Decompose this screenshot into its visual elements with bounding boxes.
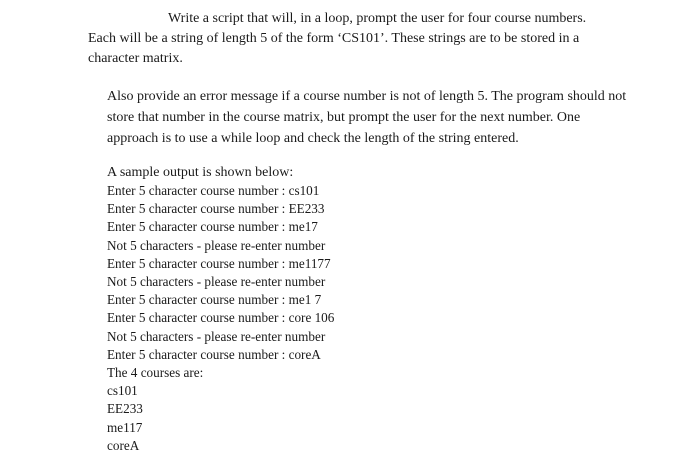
sample-output-line: Enter 5 character course number : EE233 [107,201,325,217]
sample-output-line: Enter 5 character course number : me17 [107,219,318,235]
instruction-paragraph-1-text: Write a script that will, in a loop, prompt the user for four course numbers. Each will be a string of length 5 of the form ‘CS101’. These strings are to be stored in a character matrix. [88,11,587,66]
sample-output-line: Not 5 characters - please re-enter number [107,328,326,344]
sample-output-line: Enter 5 character course number : coreA [107,346,321,362]
sample-output [107,164,467,455]
sample-output-line: cs101 [107,383,138,399]
sample-output-line: The 4 courses are: [107,365,204,381]
sample-output-heading: A sample output is shown below: [107,165,294,180]
instruction-paragraph-2: Also provide an error message if a course number is not of length 5. The program should not store that number in the course matrix, but prompt the user for the next number. One approach is to use a while loop and check the length of the string entered. [107,89,627,146]
sample-output-line: me117 [107,419,143,435]
sample-output-line: Enter 5 character course number : core 106 [107,310,335,326]
instruction-paragraph-1 [88,9,608,69]
sample-output-line: Enter 5 character course number : me1 7 [107,292,322,308]
sample-output-line: EE233 [107,401,143,417]
sample-output-line: Not 5 characters - please re-enter number [107,274,326,290]
sample-output-line: coreA [107,437,140,453]
sample-output-line: Enter 5 character course number : me1177 [107,255,331,271]
sample-output-line: Not 5 characters - please re-enter number [107,237,326,253]
sample-output-line: Enter 5 character course number : cs101 [107,183,320,198]
